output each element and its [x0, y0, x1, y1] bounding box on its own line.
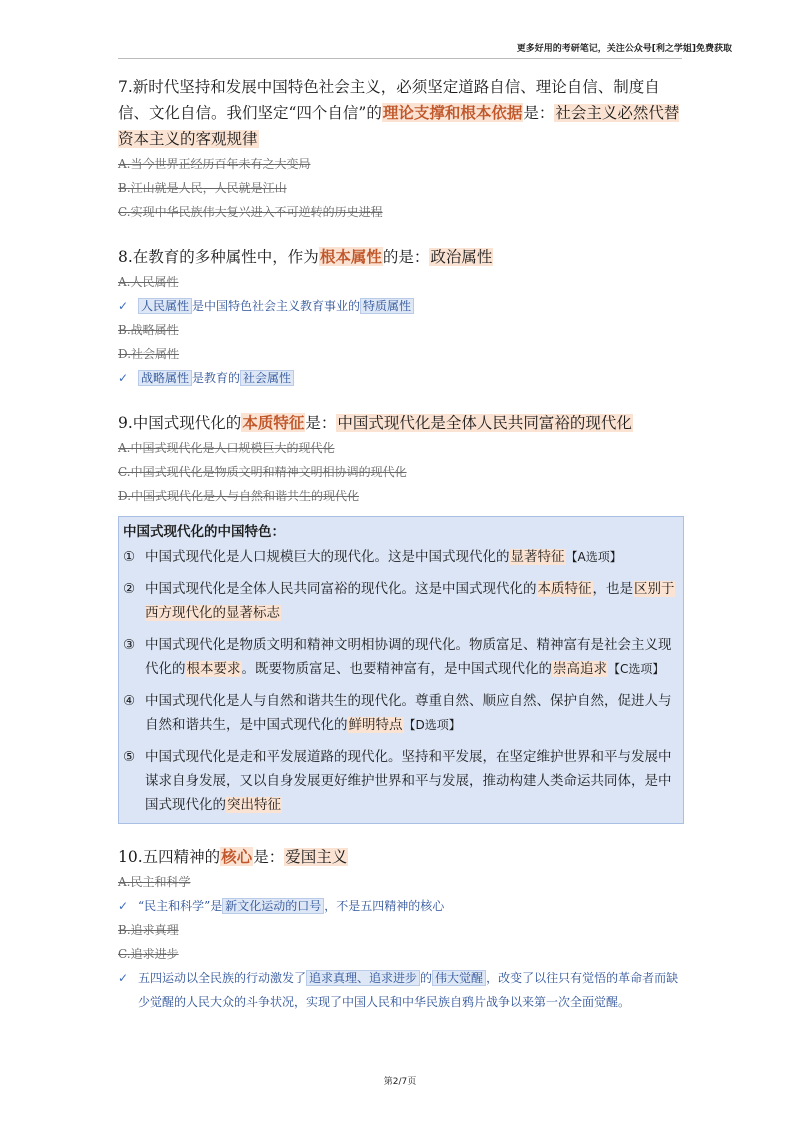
question-key-term: 核心 — [221, 847, 253, 866]
question-text: 五四精神的 — [142, 848, 221, 866]
option-c: C.追求进步 — [118, 947, 179, 961]
explanation-note — [118, 294, 684, 318]
item-highlight: 突出特征 — [227, 797, 281, 813]
item-text: ，也是 — [592, 581, 633, 597]
note-text: “民主和科学”是 — [138, 899, 223, 913]
item-tag: 【A选项】 — [565, 550, 622, 564]
question-key-term: 根本属性 — [319, 247, 382, 266]
item-highlight: 根本要求 — [186, 661, 241, 677]
box-item — [123, 577, 679, 625]
question-answer: 政治属性 — [430, 248, 493, 266]
question-key-term: 理论支撑和根本依据 — [382, 103, 523, 122]
check-icon: ✓ — [118, 299, 129, 313]
note-highlight: 人民属性 — [138, 298, 192, 314]
explanation-note — [118, 894, 684, 918]
note-text: 是中国特色社会主义教育事业的 — [192, 299, 361, 313]
item-highlight: 崇高追求 — [553, 661, 607, 677]
option-a: A.当今世界正经历百年未有之大变局 — [118, 157, 311, 171]
question-text: 在教育的多种属性中，作为 — [132, 248, 319, 266]
item-tag: 【D选项】 — [403, 718, 461, 732]
item-tag: 【C选项】 — [608, 662, 665, 676]
note-highlight: 新文化运动的口号 — [222, 898, 324, 914]
note-text: ，不是五四精神的核心 — [324, 899, 445, 913]
option-a: A.人民属性 — [118, 275, 179, 289]
item-text: 中国式现代化是全体人民共同富裕的现代化。这是中国式现代化的 — [145, 581, 537, 597]
explanation-note — [118, 966, 684, 1014]
option-a: A.民主和科学 — [118, 875, 191, 889]
item-number: ② — [123, 581, 136, 597]
option-d: D.社会属性 — [118, 347, 180, 361]
item-text: 中国式现代化是人口规模巨大的现代化。这是中国式现代化的 — [145, 549, 510, 565]
item-text: 。既要物质富足、也要精神富有，是中国式现代化的 — [241, 661, 552, 677]
question-number: 10. — [118, 848, 143, 866]
item-highlight: 本质特征 — [537, 581, 592, 597]
option-b: B.追求真理 — [118, 923, 179, 937]
box-title: 中国式现代化的中国特色： — [123, 524, 285, 540]
question-text: 是： — [253, 848, 285, 866]
check-icon: ✓ — [118, 371, 129, 385]
item-number: ③ — [123, 637, 136, 653]
question-number: 8. — [118, 248, 133, 266]
note-highlight: 追求真理、追求进步 — [306, 970, 420, 986]
option-c: C.实现中华民族伟大复兴进入不可逆转的历史进程 — [118, 205, 383, 219]
question-10 — [118, 844, 684, 870]
question-answer: 中国式现代化是全体人民共同富裕的现代化 — [337, 414, 632, 432]
question-number: 7. — [118, 78, 133, 96]
note-highlight: 伟大觉醒 — [432, 970, 486, 986]
question-text: 中国式现代化的 — [132, 414, 242, 432]
option-a: A.中国式现代化是人口规模巨大的现代化 — [118, 441, 335, 455]
question-text: 是： — [305, 414, 337, 432]
option-d: D.中国式现代化是人与自然和谐共生的现代化 — [118, 489, 360, 503]
check-icon: ✓ — [118, 971, 129, 985]
question-key-term: 本质特征 — [242, 413, 305, 432]
box-item — [123, 633, 679, 681]
option-b: B.江山就是人民，人民就是江山 — [118, 181, 287, 195]
header-note: 更多好用的考研笔记，关注公众号[利之学姐]免费获取 — [516, 44, 732, 54]
item-number: ① — [123, 549, 136, 565]
item-number: ④ — [123, 693, 136, 709]
content — [118, 74, 684, 1014]
item-text: 中国式现代化是物质文明和精神文明相协调的现代化。物质富足、精神富有是社会主义现代化的 — [145, 637, 672, 677]
box-item — [123, 545, 679, 569]
item-highlight: 显著特征 — [510, 549, 565, 565]
note-highlight: 社会属性 — [240, 370, 294, 386]
note-text: 的 — [420, 971, 433, 985]
box-item — [123, 689, 679, 737]
question-answer: 爱国主义 — [285, 848, 348, 866]
question-7 — [118, 74, 684, 152]
option-b: B.战略属性 — [118, 323, 179, 337]
item-highlight: 区别于西方现代化的显著标志 — [145, 581, 675, 621]
summary-box — [118, 516, 684, 824]
item-highlight: 鲜明特点 — [348, 717, 403, 733]
note-highlight: 战略属性 — [138, 370, 192, 386]
note-highlight: 特质属性 — [360, 298, 414, 314]
question-8 — [118, 244, 684, 270]
question-text: 是： — [523, 104, 555, 122]
option-c: C.中国式现代化是物质文明和精神文明相协调的现代化 — [118, 465, 407, 479]
note-text: ，改变了以往只有觉悟的革命者而缺少觉醒的人民大众的斗争状况，实现了中国人民和中华民族自鸦片战争以来第一次全面觉醒。 — [138, 971, 679, 1009]
item-number: ⑤ — [123, 749, 136, 765]
question-text: 的是： — [382, 248, 430, 266]
check-icon: ✓ — [118, 899, 129, 913]
question-answer: 社会主义必然代替资本主义的客观规律 — [118, 104, 680, 148]
question-text: 新时代坚持和发展中国特色社会主义，必须坚定道路自信、理论自信、制度自信、文化自信。我们坚定“四个自信”的 — [118, 78, 660, 122]
note-text: 是教育的 — [192, 371, 241, 385]
header-divider — [118, 58, 682, 59]
question-number: 9. — [118, 414, 133, 432]
note-text: 五四运动以全民族的行动激发了 — [138, 971, 307, 985]
question-9 — [118, 410, 684, 436]
page-number: 第2/7页 — [383, 1077, 417, 1087]
box-item — [123, 745, 679, 817]
item-text: 中国式现代化是人与自然和谐共生的现代化。尊重自然、顺应自然、保护自然，促进人与自然和谐共生，是中国式现代化的 — [145, 693, 672, 733]
explanation-note — [118, 366, 684, 390]
item-text: 中国式现代化是走和平发展道路的现代化。坚持和平发展，在坚定维护世界和平与发展中谋求自身发展，又以自身发展更好维护世界和平与发展，推动构建人类命运共同体，是中国式现代化的 — [145, 749, 672, 813]
